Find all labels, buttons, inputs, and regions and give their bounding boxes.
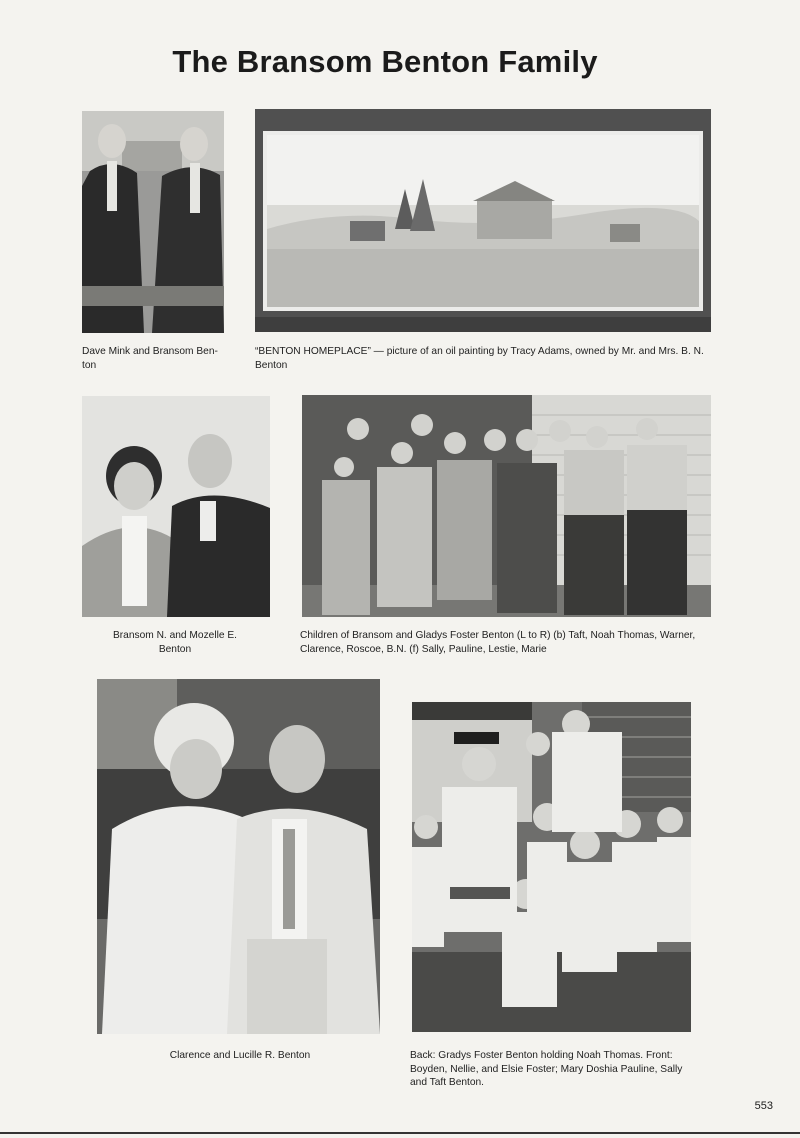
photo-clarence-and-lucille (97, 679, 380, 1034)
caption-photo-1: Dave Mink and Bransom Ben- ton (82, 346, 218, 371)
page-title: The Bransom Benton Family (172, 44, 598, 79)
caption-photo-3: Bransom N. and Mozelle E. Benton (112, 630, 237, 655)
photo-dave-mink-and-bransom (82, 111, 224, 333)
bottom-rule (0, 1132, 800, 1134)
caption-photo-2: “BENTON HOMEPLACE” — picture of an oil painting by Tracy Adams, owned by Mr. and Mrs. B. N. Benton (255, 346, 704, 371)
photo-bransom-and-mozelle (82, 396, 270, 617)
caption-photo-6: Back: Gradys Foster Benton holding Noah Thomas. Front: Boyden, Nellie, and Elsie Foster; Mary Doshia Pauline, Sally and Taft Benton. (410, 1050, 683, 1088)
caption-photo-4: Children of Bransom and Gladys Foster Benton (L to R) (b) Taft, Noah Thomas, Warner, Clarence, Roscoe, B.N. (f) Sally, Pauline, Lestie, Marie (300, 630, 696, 655)
photo-benton-children-group (302, 395, 711, 617)
page-number: 553 (754, 1100, 773, 1112)
photo-benton-homeplace-painting (255, 109, 711, 332)
photo-foster-benton-children (412, 702, 691, 1032)
caption-photo-5: Clarence and Lucille R. Benton (169, 1050, 311, 1061)
